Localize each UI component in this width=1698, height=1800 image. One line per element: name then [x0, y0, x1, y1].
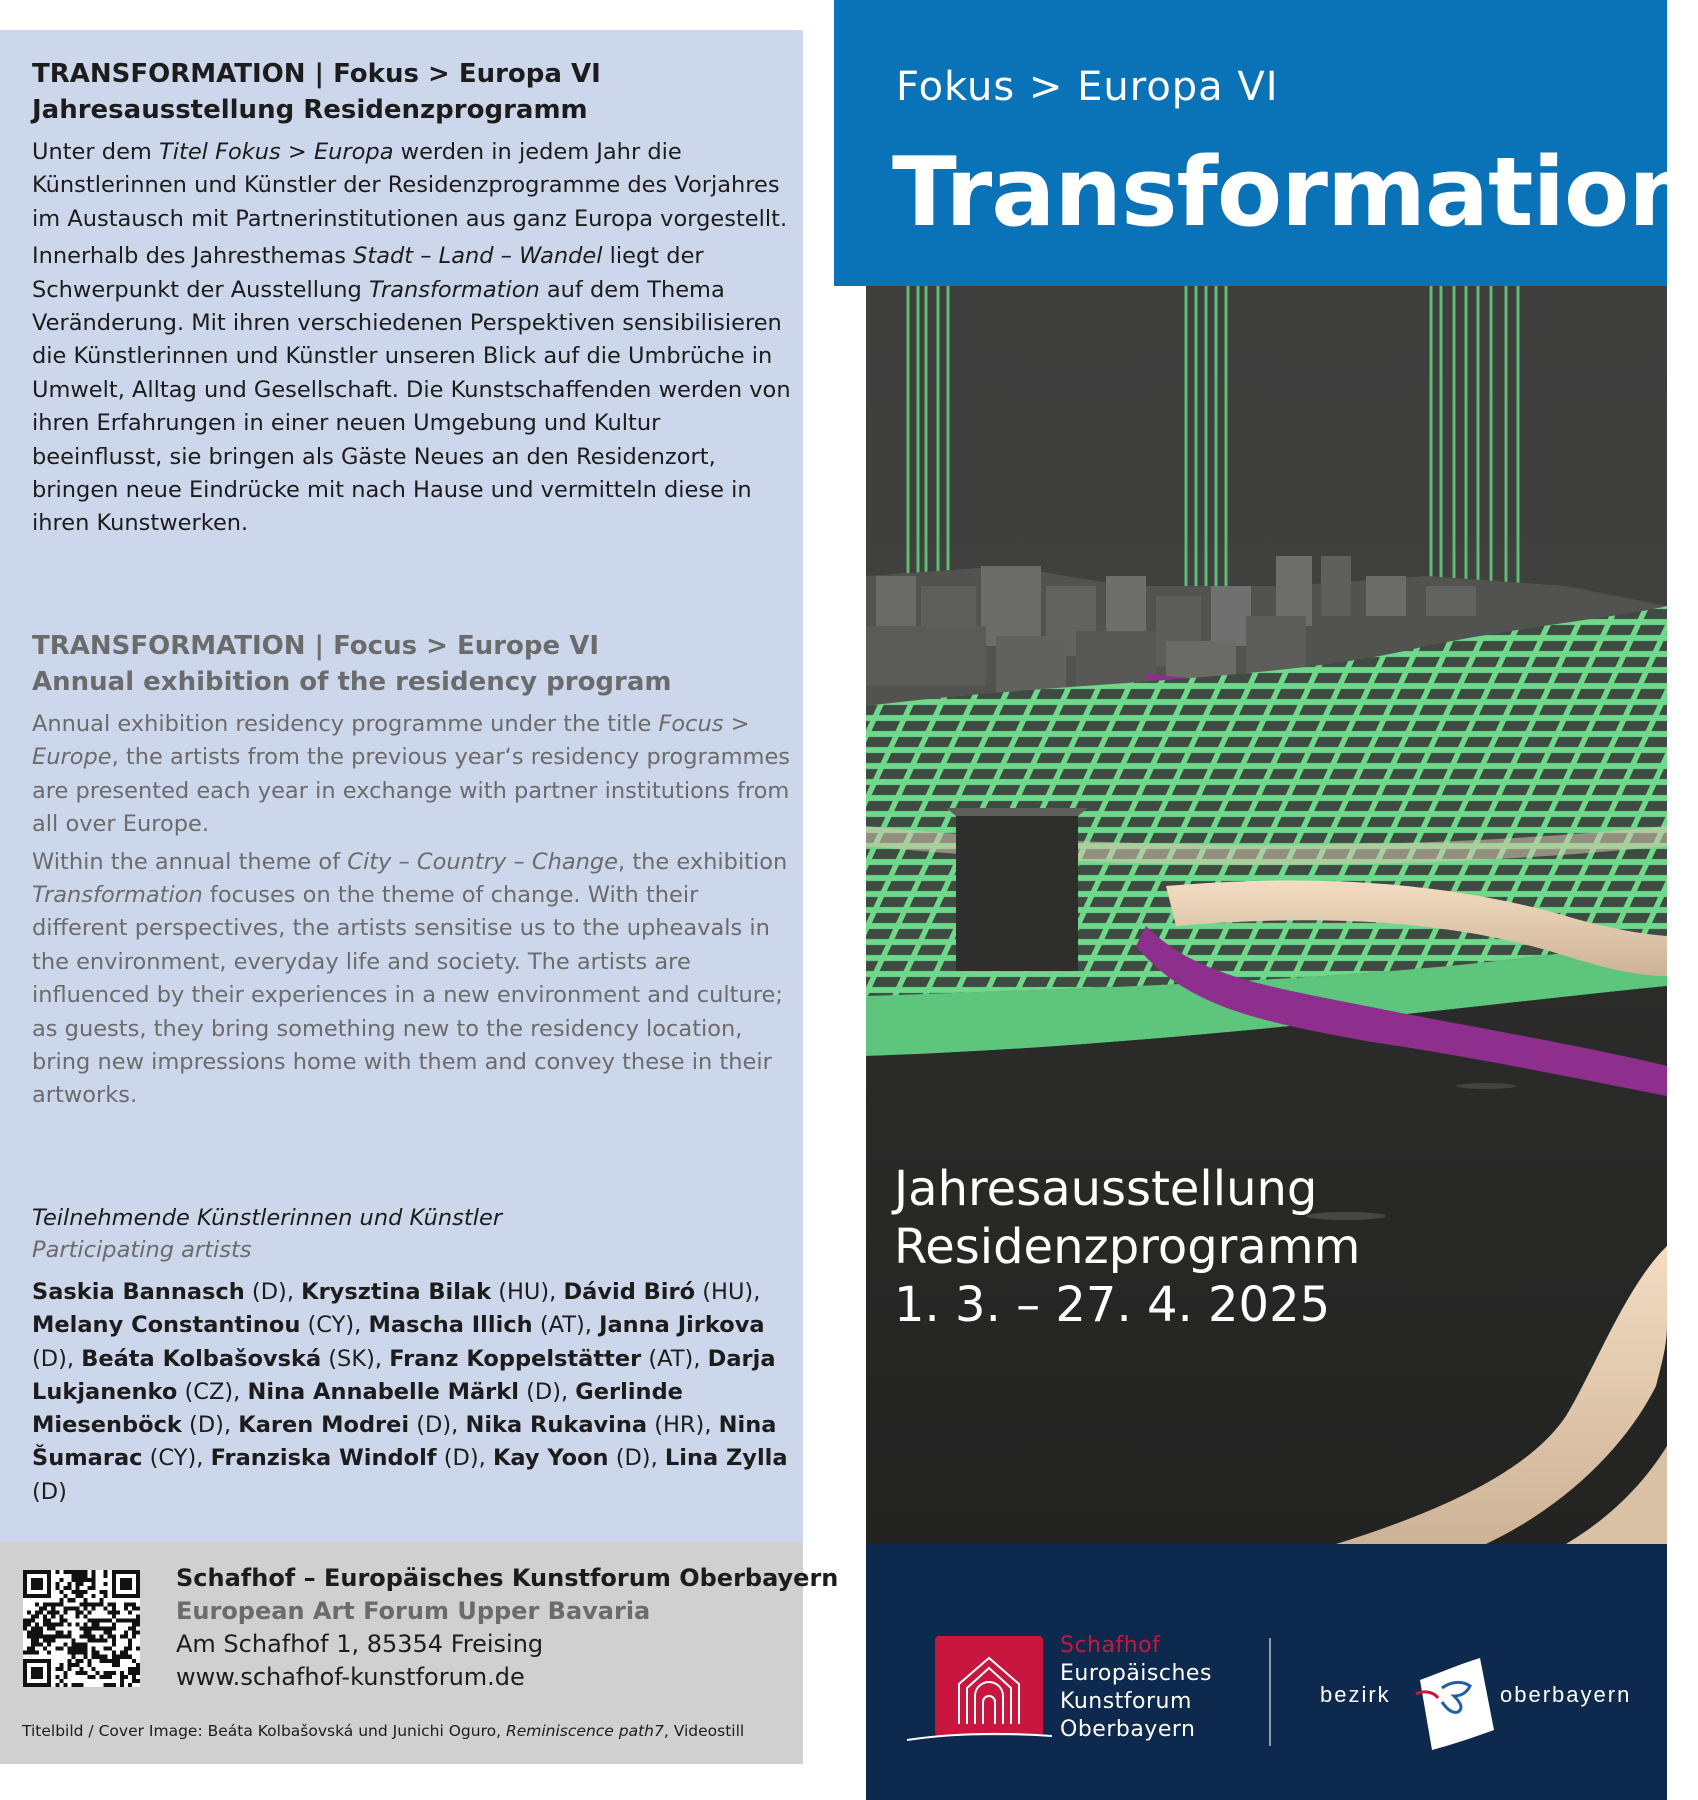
artist-name: Krysztina Bilak — [301, 1279, 492, 1305]
title-banner — [834, 0, 1695, 286]
artist-name: Dávid Biró — [563, 1279, 696, 1305]
artist-country: (D) — [32, 1345, 67, 1372]
artist-name: Mascha Illich — [368, 1312, 533, 1339]
artist-country: (D) — [409, 1412, 452, 1439]
english-body — [32, 708, 792, 1113]
artist-name: Franz Koppelstätter — [389, 1345, 642, 1372]
text-run: auf dem Thema Veränderung. Mit ihren verschiedenen Perspektiven sensibilisieren die Künstlerinnen und Künstler unseren Blick auf die Umbrüche in Umwelt, Alltag und Gesellschaft. Die Kunstschaffenden werden von ihren Erfahrungen in einer neuen Umgebung und Kultur beeinflusst, sie bringen als Gäste Neues an den Residenzort, bringen neue Eindrücke mit nach Hause und vermitteln diese in ihren Kunstwerken. — [32, 276, 791, 537]
artist-country: (CY) — [300, 1312, 355, 1339]
artist-name: Nina Annabelle Märkl — [247, 1378, 519, 1405]
artist-name: Darja Lukjanenko — [32, 1345, 776, 1405]
artist-entry — [493, 1445, 651, 1471]
image-credit — [22, 1722, 744, 1740]
institution-name-de: Schafhof – Europäisches Kunstforum Oberbayern — [176, 1564, 839, 1592]
institution-name-en: European Art Forum Upper Bavaria — [176, 1597, 651, 1625]
artist-country: (SK) — [321, 1345, 375, 1372]
schafhof-logo-name: Schafhof — [1060, 1633, 1161, 1658]
italic-run: Transformation — [32, 882, 203, 909]
artist-country: (D) — [436, 1445, 479, 1472]
website-link[interactable]: www.schafhof-kunstforum.de — [176, 1663, 525, 1691]
credit-suffix: , Videostill — [663, 1722, 745, 1740]
contact-footer — [0, 1542, 839, 1764]
bezirk-word-left: bezirk — [1320, 1682, 1391, 1707]
artist-country: (CY) — [142, 1445, 197, 1472]
exhibition-info — [894, 1160, 1360, 1334]
artist-country: (AT) — [532, 1312, 585, 1339]
bezirk-word-right: oberbayern — [1500, 1682, 1632, 1707]
artist-name: Beáta Kolbašovská — [81, 1345, 322, 1372]
english-paragraph-1 — [32, 708, 792, 842]
artist-country: (CZ) — [177, 1378, 234, 1405]
text-run: Annual exhibition residency programme under the title — [32, 711, 659, 737]
artist-name: Nika Rukavina — [465, 1412, 648, 1439]
text-run: Unter dem — [32, 139, 159, 165]
artist-entry — [368, 1312, 584, 1338]
artist-entry — [238, 1412, 451, 1438]
artist-entry — [301, 1279, 549, 1305]
credit-work-title: Reminiscence path7 — [505, 1722, 664, 1740]
artist-entry — [465, 1412, 704, 1438]
series-title: Fokus > Europa VI — [896, 64, 1279, 110]
german-title-line2: Jahresausstellung Residenzprogramm — [32, 95, 588, 125]
bezirk-flag-logo-icon[interactable] — [1320, 1642, 1650, 1752]
cover-image-illustration — [866, 286, 1667, 1544]
exhibition-label: Jahresausstellung — [894, 1161, 1318, 1217]
exhibition-dates: 1. 3. – 27. 4. 2025 — [894, 1277, 1331, 1333]
text-run: werden in jedem Jahr die Künstlerinnen und Künstler der Residenzprogramme des Vorjahres im Austausch mit Partnerinstitutionen aus ganz Europa vorgestellt. — [32, 139, 788, 232]
qr-code-icon[interactable] — [23, 1570, 140, 1687]
artist-name: Gerlinde Miesenböck — [32, 1378, 683, 1439]
german-title-line1: TRANSFORMATION | Fokus > Europa VI — [32, 59, 601, 89]
italic-run: Stadt – Land – Wandel — [353, 243, 603, 270]
artist-name: Karen Modrei — [238, 1412, 410, 1439]
artist-country: (HU) — [491, 1279, 550, 1305]
exhibition-label-2: Residenzprogramm — [894, 1219, 1361, 1275]
italic-run: Focus > Europe — [32, 711, 750, 771]
italic-run: City – Country – Change — [347, 848, 619, 875]
artist-name: Kay Yoon — [492, 1445, 609, 1472]
artists-heading-en: Participating artists — [32, 1237, 252, 1263]
artist-country: (D) — [608, 1445, 651, 1472]
left-text-panel — [0, 30, 803, 1542]
dark-cube — [956, 816, 1078, 971]
artist-country: (HU) — [695, 1279, 754, 1305]
artist-country: (HR) — [647, 1412, 705, 1439]
artists-list: Saskia Bannasch (D), Krysztina Bilak (HU), Dávid Biró (HU), Melany Constantinou (CY), Mascha Illich (AT), Janna Jirkova (D), Beáta Kolbašovská (SK), Franz Koppelstätter (AT), Darja Lukjanenko (CZ), Nina Annabelle Märkl (D), Gerlinde Miesenböck (D), Karen Modrei (D), Nika Rukavina (HR), Nina Šumarac (CY), Franziska Windolf (D), Kay Yoon (D), Lina Zylla (D) — [32, 1279, 788, 1505]
artist-name: Melany Constantinou — [32, 1312, 301, 1339]
english-title-line1: TRANSFORMATION | Focus > Europe VI — [32, 631, 599, 661]
english-paragraph-2 — [32, 846, 792, 1113]
artist-entry — [32, 1312, 354, 1338]
schafhof-logo-line2: Europäisches — [1060, 1661, 1212, 1686]
artists-section — [32, 1202, 800, 1509]
artist-name: Nina Šumarac — [32, 1412, 777, 1472]
text-run: focuses on the theme of change. With their different perspectives, the artists sensitise us to the upheavals in the environment, everyday life and society. The artists are influenced by their experiences in a new environment and culture; as guests, they bring something new to the residency location, bring new impressions home with them and convey these in their artworks. — [32, 882, 783, 1109]
text-run: , the exhibition — [618, 848, 788, 875]
text-run: , the artists from the previous year‘s residency programmes are presented each year in exchange with partner institutions from all over Europe. — [32, 744, 791, 838]
artist-name: Janna Jirkova — [599, 1312, 765, 1339]
german-paragraph-1 — [32, 136, 792, 236]
address: Am Schafhof 1, 85354 Freising — [176, 1630, 544, 1658]
artist-country: (D) — [32, 1478, 67, 1505]
italic-run: Transformation — [368, 276, 540, 303]
artist-country: (D) — [181, 1412, 224, 1439]
credit-prefix: Titelbild / Cover Image: Beáta Kolbašovská und Junichi Oguro, — [22, 1722, 506, 1740]
text-run: Within the annual theme of — [32, 848, 348, 875]
english-section — [32, 628, 792, 1113]
schafhof-logo-text — [1060, 1632, 1212, 1744]
artist-name: Franziska Windolf — [210, 1445, 437, 1472]
german-section — [32, 56, 792, 541]
artist-entry — [389, 1346, 693, 1372]
german-body — [32, 136, 792, 541]
contact-block — [176, 1562, 838, 1694]
artist-entry — [81, 1346, 375, 1372]
english-title-line2: Annual exhibition of the residency program — [32, 667, 672, 697]
schafhof-logo-line3: Kunstforum — [1060, 1689, 1192, 1714]
text-run: liegt der Schwerpunkt der Ausstellung — [32, 243, 704, 303]
artist-entry — [247, 1379, 561, 1405]
artists-heading-de: Teilnehmende Künstlerinnen und Künstler — [32, 1205, 503, 1231]
logo-footer — [866, 1544, 1667, 1800]
artist-name: Saskia Bannasch — [32, 1279, 245, 1305]
german-paragraph-2 — [32, 240, 792, 541]
schafhof-house-logo-icon[interactable] — [907, 1636, 1052, 1746]
artist-entry — [563, 1279, 753, 1305]
schafhof-logo-line4: Oberbayern — [1060, 1717, 1196, 1742]
artist-country: (AT) — [641, 1345, 694, 1372]
main-title: Transformation — [892, 138, 1695, 248]
artist-entry — [32, 1279, 287, 1305]
logo-divider — [1269, 1638, 1271, 1746]
text-run: Innerhalb des Jahresthemas — [32, 243, 354, 270]
cover-image — [866, 286, 1667, 1544]
artist-country: (D) — [518, 1378, 561, 1405]
artist-country: (D) — [244, 1279, 287, 1305]
italic-run: Titel Fokus > Europa — [159, 139, 394, 165]
artist-name: Lina Zylla — [664, 1445, 788, 1472]
artist-entry — [211, 1445, 479, 1471]
